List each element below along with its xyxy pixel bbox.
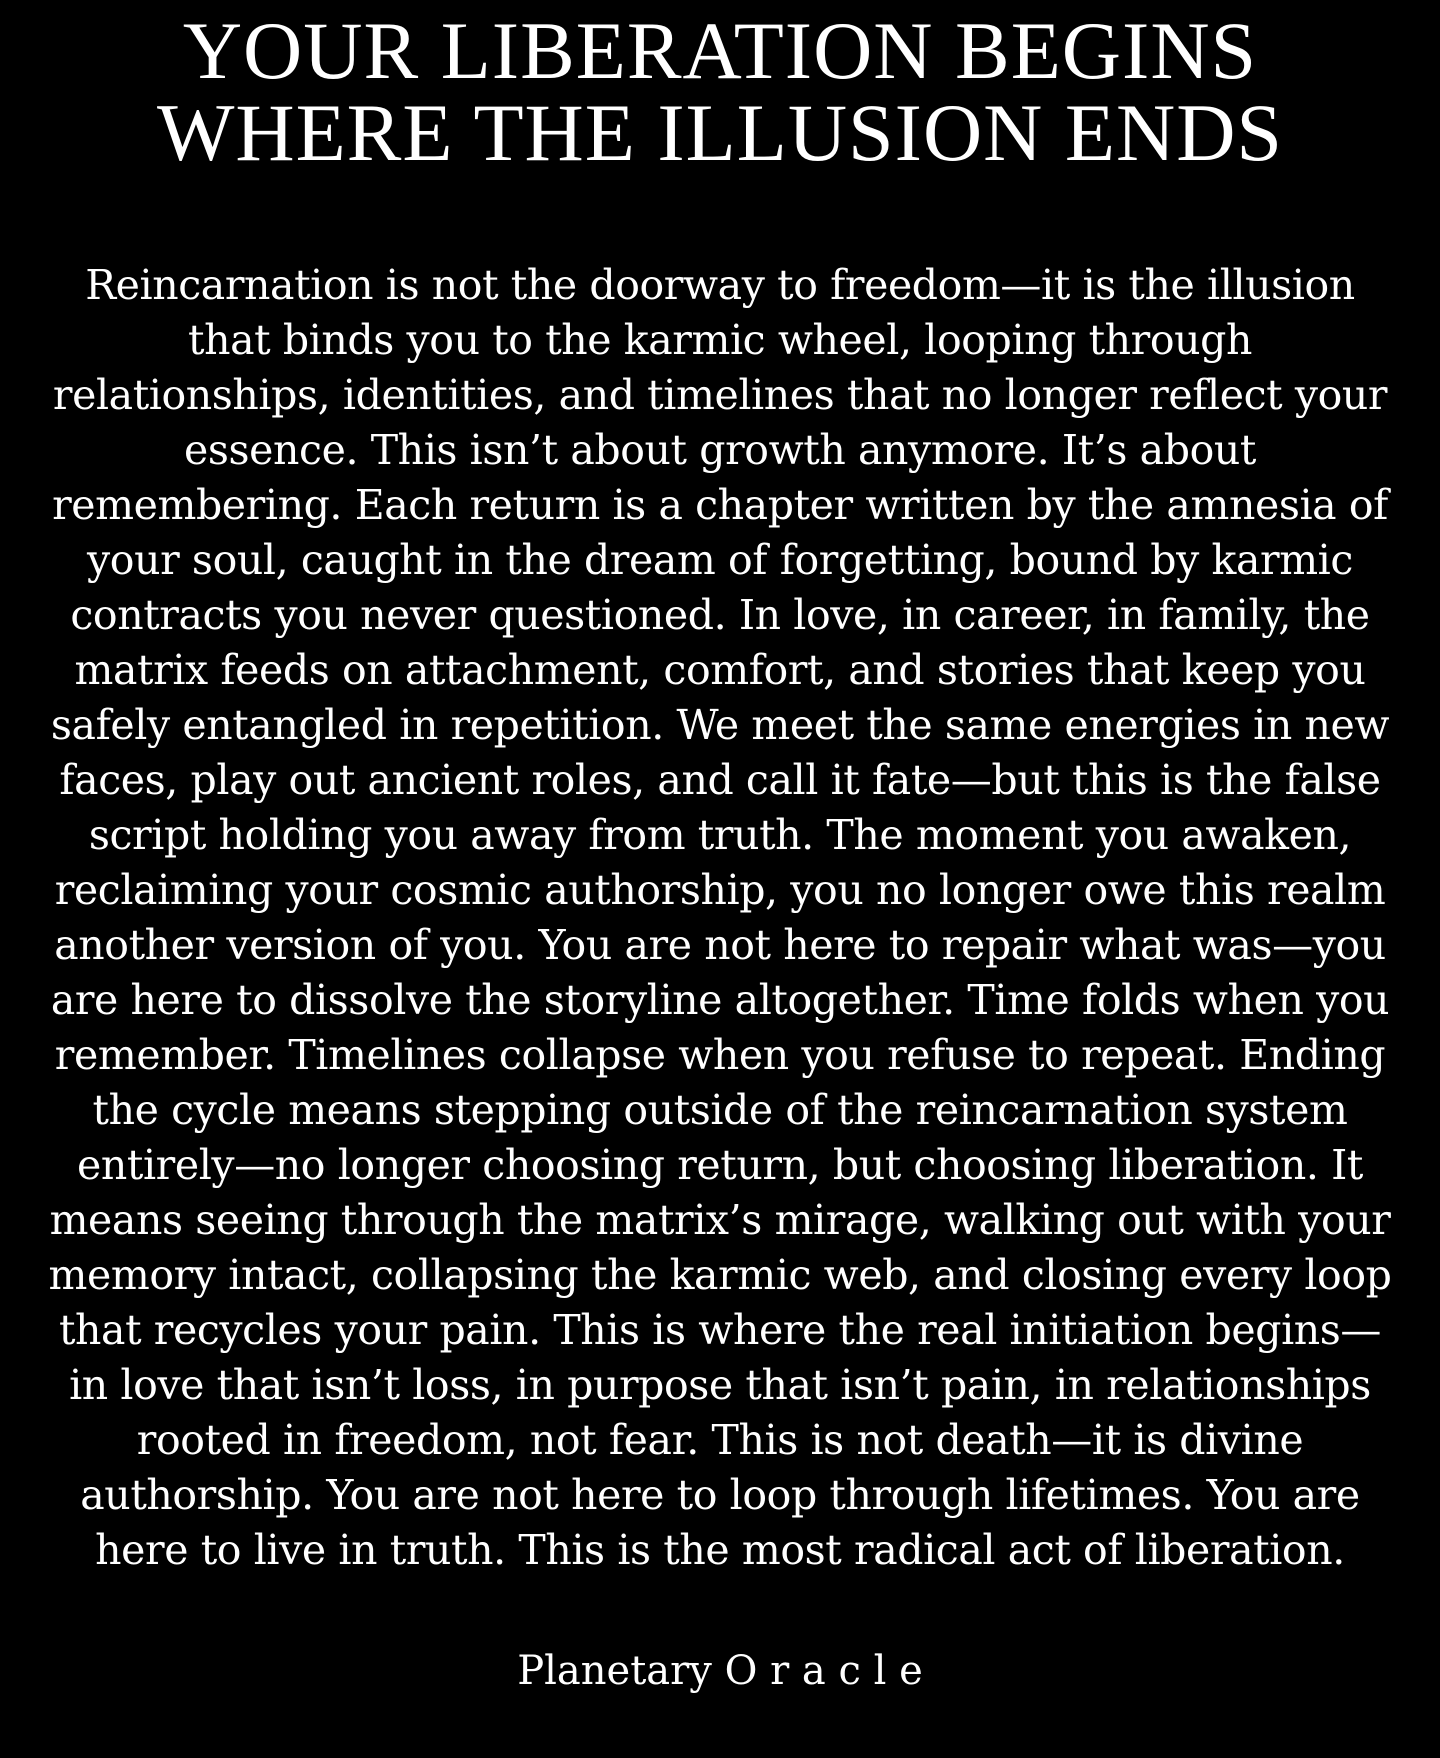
body-line: memory intact, collapsing the karmic web, and closing every loop — [48, 1251, 1392, 1299]
body-line: remembering. Each return is a chapter written by the amnesia of — [52, 481, 1388, 529]
body-line: are here to dissolve the storyline altogether. Time folds when you — [50, 976, 1390, 1024]
body-line: authorship. You are not here to loop through lifetimes. You are — [80, 1471, 1360, 1519]
title-line-1: YOUR LIBERATION BEGINS — [182, 5, 1258, 96]
body-line: Reincarnation is not the doorway to freedom—it is the illusion — [85, 261, 1355, 309]
body-line: reclaiming your cosmic authorship, you no longer owe this realm — [54, 866, 1386, 914]
page-title — [0, 5, 1440, 178]
body-line: matrix feeds on attachment, comfort, and stories that keep you — [74, 646, 1366, 694]
body-line: in love that isn’t loss, in purpose that isn’t pain, in relationships — [69, 1361, 1371, 1409]
body-line: means seeing through the matrix’s mirage, walking out with your — [49, 1196, 1391, 1244]
body-line: relationships, identities, and timelines that no longer reflect your — [52, 371, 1388, 419]
author-signature: Planetary O r a c l e — [517, 1648, 923, 1694]
body-line: rooted in freedom, not fear. This is not death—it is divine — [136, 1416, 1304, 1464]
body-line: contracts you never questioned. In love, in career, in family, the — [70, 591, 1370, 639]
body-line: faces, play out ancient roles, and call it fate—but this is the false — [59, 756, 1381, 804]
body-line: essence. This isn’t about growth anymore. It’s about — [184, 426, 1256, 474]
body-line: script holding you away from truth. The moment you awaken, — [88, 811, 1352, 859]
body-line: entirely—no longer choosing return, but choosing liberation. It — [77, 1141, 1363, 1189]
body-line: the cycle means stepping outside of the reincarnation system — [92, 1086, 1348, 1134]
body-paragraph — [10, 258, 1430, 1578]
body-line: that recycles your pain. This is where the real initiation begins— — [58, 1306, 1382, 1354]
body-line: remember. Timelines collapse when you refuse to repeat. Ending — [54, 1031, 1386, 1079]
body-line: another version of you. You are not here to repair what was—you — [54, 921, 1386, 969]
body-line: your soul, caught in the dream of forgetting, bound by karmic — [87, 536, 1353, 584]
body-line: safely entangled in repetition. We meet the same energies in new — [50, 701, 1390, 749]
body-line: here to live in truth. This is the most radical act of liberation. — [95, 1526, 1345, 1574]
body-line: that binds you to the karmic wheel, looping through — [188, 316, 1252, 364]
title-line-2: WHERE THE ILLUSION ENDS — [156, 87, 1284, 178]
